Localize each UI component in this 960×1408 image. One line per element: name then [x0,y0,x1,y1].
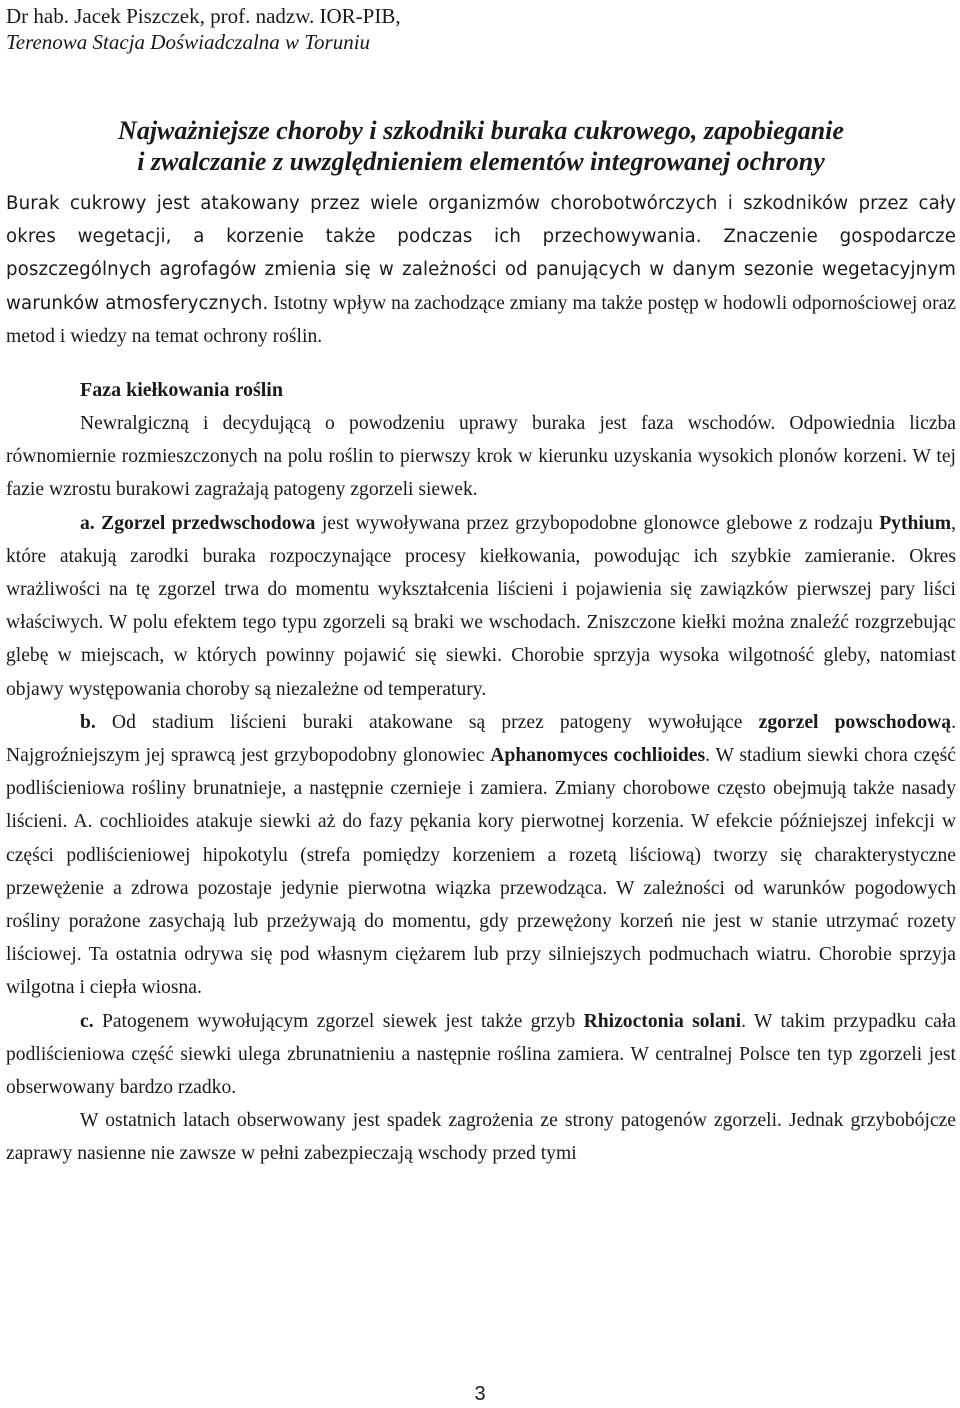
item-b-text-1: Od stadium liścieni buraki atakowane są przez patogeny wywołujące [111,711,743,733]
author-affiliation: Terenowa Stacja Doświadczalna w Toruniu [6,30,371,54]
page-number: 3 [474,1383,486,1405]
item-b-marker: b. [80,711,96,733]
item-a-term: Zgorzel przedwschodowa [101,512,316,534]
title-line-1: Najważniejsze choroby i szkodniki buraka cukrowego, zapobieganie [118,116,844,145]
item-a-paragraph [6,507,956,706]
intro-text-part-1: Burak cukrowy jest atakowany przez wiele organizmów chorobotwórczych i szkodników przez cały okres wegetacji, a korzenie także podczas ich przechowywania. Znaczenie gospodarcze poszczególnych agrofagów zmienia się w zależności od panujących w danym sezonie wegetacyjnym warunków atmosferycznych. [6,193,956,314]
document-title [6,115,956,177]
item-b-text-2: . Najgroźniejszym jej sprawcą jest grzybopodobny glonowiec [6,711,956,767]
intro-text-part-2: Istotny wpływ na zachodzące zmiany ma także postęp w hodowli odpornościowej oraz metod i wiedzy na temat ochrony roślin. [6,292,956,347]
item-a-pathogen: Pythium [879,512,952,534]
item-a-text-2: , które atakują zarodki buraka rozpoczynające procesy kiełkowania, powodując ich szybkie zamieranie. Okres wrażliwości na tę zgorzel trwa do momentu wykształcenia liścieni i pojawienia się zawiązków pierwszej pary liści właściwych. W polu efektem tego typu zgorzeli są braki we wschodach. Zniszczone kiełki można znaleźć rozgrzebując glebę w miejscach, w których powinny pojawić się siewki. Chorobie sprzyja wysoka wilgotność gleby, natomiast objawy występowania choroby są niezależne od temperatury. [6,512,956,700]
item-a-marker: a. [80,512,95,534]
item-c-pathogen: Rhizoctonia solani [583,1010,742,1032]
item-a-text-1: jest wywoływana przez grzybopodobne glonowce glebowe z rodzaju [321,512,873,534]
item-c-text-2: . W takim przypadku cała podliścieniowa część siewki ulega zbrunatnieniu a następnie roślina zamiera. W centralnej Polsce ten typ zgorzeli jest obserwowany bardzo rzadko. [6,1010,956,1099]
author-line: Dr hab. Jacek Piszczek, prof. nadzw. IOR-PIB, [6,4,401,28]
item-b-paragraph [6,706,956,1005]
item-b-text-3: . W stadium siewki chora część podliścieniowa rośliny brunatnieje, a następnie czernieje i zamiera. Zmiany chorobowe często obejmują także nasady liścieni. A. cochlioides atakuje siewki aż do fazy pękania kory pierwotnej korzenia. W efekcie późniejszej infekcji w części podliścieniowej hipokotylu (strefa pomiędzy korzeniem a rozetą liściową) tworzy się charakterystyczne przewężenie a zdrowa pozostaje jedynie pierwotna wiązka przewodząca. W zależności od warunków pogodowych rośliny porażone zasychają lub przeżywają do momentu, gdy przewężony korzeń nie jest w stanie utrzymać rozety liściowej. Ta ostatnia odrywa się pod własnym ciężarem lub przy silniejszych podmuchach wiatru. Chorobie sprzyja wilgotna i ciepła wiosna. [6,745,956,999]
item-b-pathogen: Aphanomyces cochlioides [490,745,706,767]
intro-paragraph [6,187,956,353]
section-heading: Faza kiełkowania roślin [80,379,283,402]
item-b-term: zgorzel powschodową [758,711,952,733]
section-paragraph-1: Newralgiczną i decydującą o powodzeniu uprawy buraka jest faza wschodów. Odpowiednia liczba równomiernie rozmieszczonych na polu roślin to pierwszy krok w kierunku uzyskania wysokich plonów korzeni. W tej fazie wzrostu burakowi zagrażają patogeny zgorzeli siewek. [6,413,956,501]
item-c-text-1: Patogenem wywołującym zgorzel siewek jest także grzyb [101,1010,576,1032]
title-line-2: i zwalczanie z uwzględnieniem elementów integrowanej ochrony [137,147,825,176]
item-c-paragraph [6,1005,956,1105]
item-c-marker: c. [80,1010,94,1032]
closing-paragraph: W ostatnich latach obserwowany jest spadek zagrożenia ze strony patogenów zgorzeli. Jednak grzybobójcze zaprawy nasienne nie zawsze w pełni zabezpieczają wschody przed tymi [6,1110,956,1165]
